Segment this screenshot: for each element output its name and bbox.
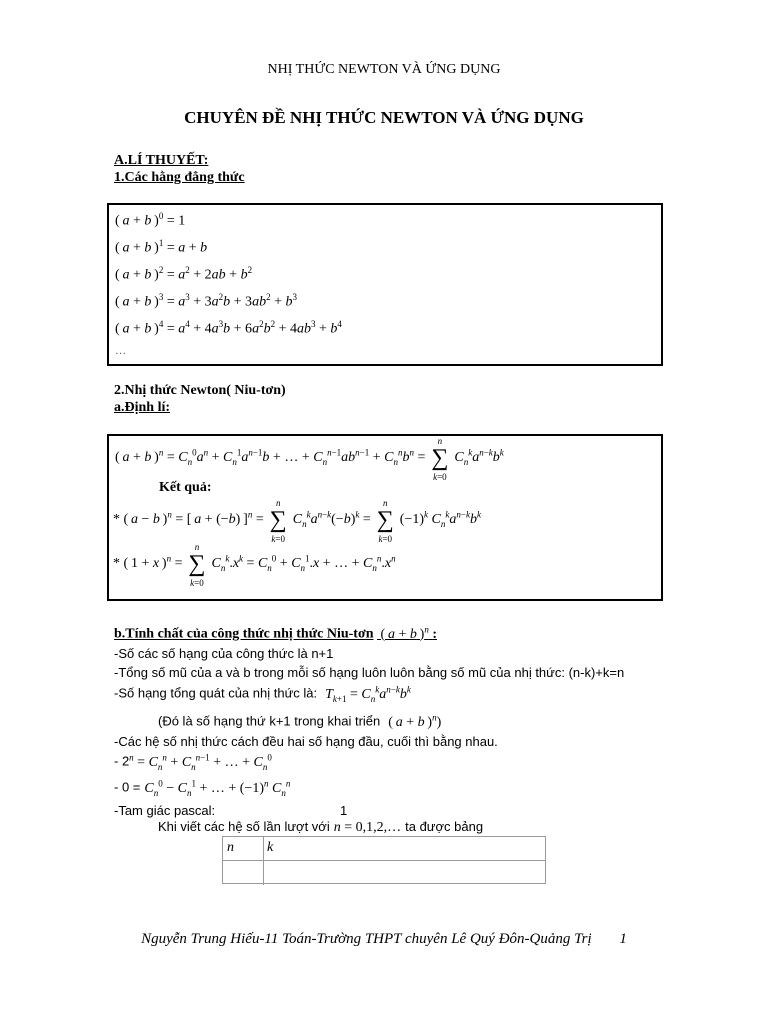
property-8-formula: n = 0,1,2,… — [333, 820, 402, 835]
page-number: 1 — [619, 931, 627, 947]
theorem-box — [107, 434, 663, 601]
general-term-formula: $T_{k+1} = C_n^ka^{n-k}b^k$ — [325, 684, 411, 704]
property-1: -Số các số hạng của công thức là n+1 — [114, 646, 334, 661]
table-header-k: k — [267, 840, 274, 855]
pascal-top-value: 1 — [340, 803, 348, 818]
property-7: -Tam giác pascal: — [114, 803, 216, 818]
table-row — [223, 861, 545, 885]
identity-0: ( a + b )$^0$ = 1 — [115, 211, 186, 229]
result-formula-2: * ( 1 + x )$^n$ = n ∑ k=0 $C_n^k.x^k = C_n^0 + C_n^1.x$ + … + $C_n^n.x^n$ — [113, 542, 396, 588]
property-2: -Tổng số mũ của a và b trong mỗi số hạng luôn luôn bằng số mũ của nhị thức: (n-k)+k=n — [114, 665, 625, 680]
binomial-theorem-formula: ( a + b )$^n = C_n^0a^n + C_n^1a^{n-1}b$ + … + $C_n^{n-1}ab^{n-1} + C_n^nb^n$ = n ∑ k=0 $C_n^ka^{n-k}b^k$ — [115, 436, 504, 482]
property-6 — [114, 778, 290, 797]
section-a-heading: A.LÍ THUYẾT: — [114, 153, 209, 168]
property-5 — [114, 752, 272, 771]
page-footer — [0, 931, 768, 948]
identity-2: ( a + b )$^2 = a^2 + 2ab + b^2$ — [115, 265, 253, 283]
identity-3: ( a + b )$^3 = a^3 + 3a^2b + 3ab^2 + b^3$ — [115, 292, 297, 310]
running-header: NHỊ THỨC NEWTON VÀ ỨNG DỤNG — [267, 62, 501, 77]
property-5-formula: $^n = C_n^n + C_n^{n-1}$ + … + $C_n^0$ — [129, 752, 272, 772]
identity-1: ( a + b )$^1$ = a + b — [115, 238, 208, 256]
property-8-text-b: ta được bảng — [405, 819, 484, 834]
result-label: Kết quả: — [159, 480, 212, 495]
property-5-prefix: - 2 — [114, 753, 130, 769]
section-b-formula: ( a + b )$^n$ : — [377, 624, 438, 642]
table-divider — [263, 837, 264, 885]
property-6-formula: $C_n^0 - C_n^1$ + … + $(-1)^n$ $C_n^n$ — [144, 778, 291, 798]
property-4: -Các hệ số nhị thức cách đều hai số hạng đầu, cuối thì bằng nhau. — [114, 734, 498, 749]
property-3-note-formula: ( a + b )$^n$) — [388, 712, 442, 730]
property-8-text-a: Khi viết các hệ số lần lượt với — [158, 819, 330, 834]
section-b-label: b.Tính chất của công thức nhị thức Niu-tơn — [114, 626, 374, 642]
property-3 — [114, 684, 411, 703]
table-row — [223, 837, 545, 861]
section-b-heading — [114, 624, 437, 643]
section-a2-heading: 2.Nhị thức Newton( Niu-tơn) — [114, 383, 286, 398]
pascal-table — [222, 836, 546, 884]
property-3-note-text: (Đó là số hạng thứ k+1 trong khai triển — [158, 713, 381, 729]
identity-4: ( a + b )$^4 = a^4 + 4a^3b + 6a^2b^2 + 4ab^3 + b^4$ — [115, 319, 342, 337]
property-3-note — [158, 712, 441, 731]
property-8 — [158, 818, 483, 836]
table-header-n: n — [227, 840, 234, 855]
section-a1-heading: 1.Các hằng đẳng thức — [114, 170, 245, 185]
property-3-text: -Số hạng tổng quát của nhị thức là: — [114, 685, 318, 701]
property-6-prefix: - 0 = — [114, 779, 141, 795]
result-formula-1: * ( a − b )$^n$ = [ a + (−b) ]$^n$ = n ∑ k=0 $C_n^ka^{n-k}(-b)^k$ = n ∑ k=0 $(-1)^k$ $C_n^ka^{n-k}b^k$ — [113, 498, 481, 544]
footer-text: Nguyễn Trung Hiếu-11 Toán-Trường THPT chuyên Lê Quý Đôn-Quảng Trị — [141, 931, 592, 947]
identities-box — [107, 203, 663, 366]
section-a2a-heading: a.Định lí: — [114, 400, 171, 415]
page-title: CHUYÊN ĐỀ NHỊ THỨC NEWTON VÀ ỨNG DỤNG — [184, 108, 584, 127]
identity-ellipsis: … — [115, 345, 126, 357]
